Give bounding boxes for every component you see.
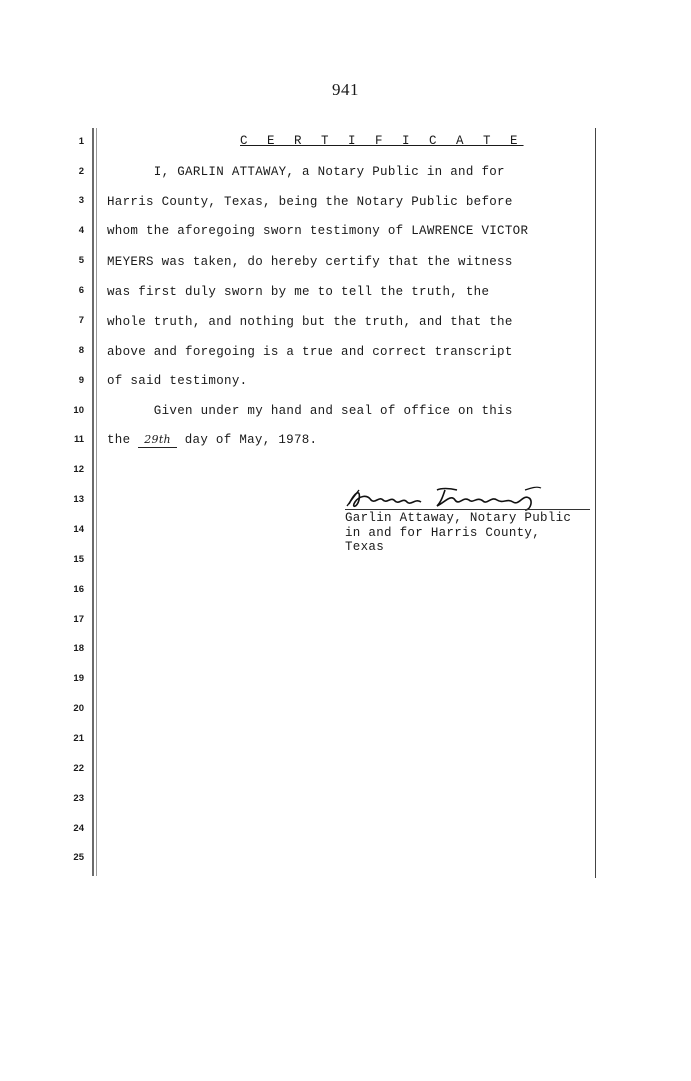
signature-line <box>345 509 590 510</box>
signature-state-line: Texas <box>345 540 385 554</box>
line-number: 16 <box>73 584 84 595</box>
line-number: 1 <box>78 136 84 147</box>
body-line: of said testimony. <box>107 374 248 388</box>
line-number: 12 <box>73 464 84 475</box>
date-line <box>107 433 317 448</box>
date-prefix: the <box>107 433 139 447</box>
line-number: 23 <box>73 793 84 804</box>
line-number: 9 <box>78 375 84 386</box>
line-number: 20 <box>73 703 84 714</box>
signature-jurisdiction-line: in and for Harris County, <box>345 525 541 540</box>
line-number: 17 <box>73 614 84 625</box>
line-number: 7 <box>78 315 84 326</box>
line-number: 8 <box>78 345 84 356</box>
line-number: 15 <box>73 554 84 565</box>
left-margin-rule-inner <box>96 128 97 876</box>
line-number: 2 <box>78 166 84 177</box>
body-line: Given under my hand and seal of office on this <box>107 404 513 418</box>
handwritten-day: 29th <box>138 433 177 448</box>
signature-name-line: Garlin Attaway, Notary Public <box>345 511 572 525</box>
line-number: 13 <box>73 494 84 505</box>
body-line: whole truth, and nothing but the truth, and that the <box>107 315 513 329</box>
line-number: 14 <box>73 524 84 535</box>
line-number: 24 <box>73 823 84 834</box>
line-number: 19 <box>73 673 84 684</box>
line-number: 21 <box>73 733 84 744</box>
line-number: 3 <box>78 195 84 206</box>
body-line: MEYERS was taken, do hereby certify that the witness <box>107 255 513 269</box>
body-line: Harris County, Texas, being the Notary Public before <box>107 195 513 209</box>
line-number: 6 <box>78 285 84 296</box>
date-suffix: day of May, 1978. <box>176 433 318 447</box>
body-line: whom the aforegoing sworn testimony of LAWRENCE VICTOR <box>107 224 529 238</box>
line-number: 25 <box>73 852 84 863</box>
page-number: 941 <box>332 80 359 99</box>
document-title: C E R T I F I C A T E <box>240 134 524 148</box>
signature-block <box>345 511 571 555</box>
line-number: 18 <box>73 643 84 654</box>
right-margin-rule <box>595 128 596 878</box>
line-number: 10 <box>73 405 84 416</box>
line-number: 22 <box>73 763 84 774</box>
body-line: I, GARLIN ATTAWAY, a Notary Public in and for <box>107 165 505 179</box>
line-number: 4 <box>78 225 84 236</box>
body-line: above and foregoing is a true and correct transcript <box>107 345 513 359</box>
left-margin-rule <box>92 128 94 876</box>
line-number: 5 <box>78 255 84 266</box>
body-line: was first duly sworn by me to tell the truth, the <box>107 285 490 299</box>
line-number: 11 <box>73 434 84 445</box>
signature <box>345 484 593 512</box>
